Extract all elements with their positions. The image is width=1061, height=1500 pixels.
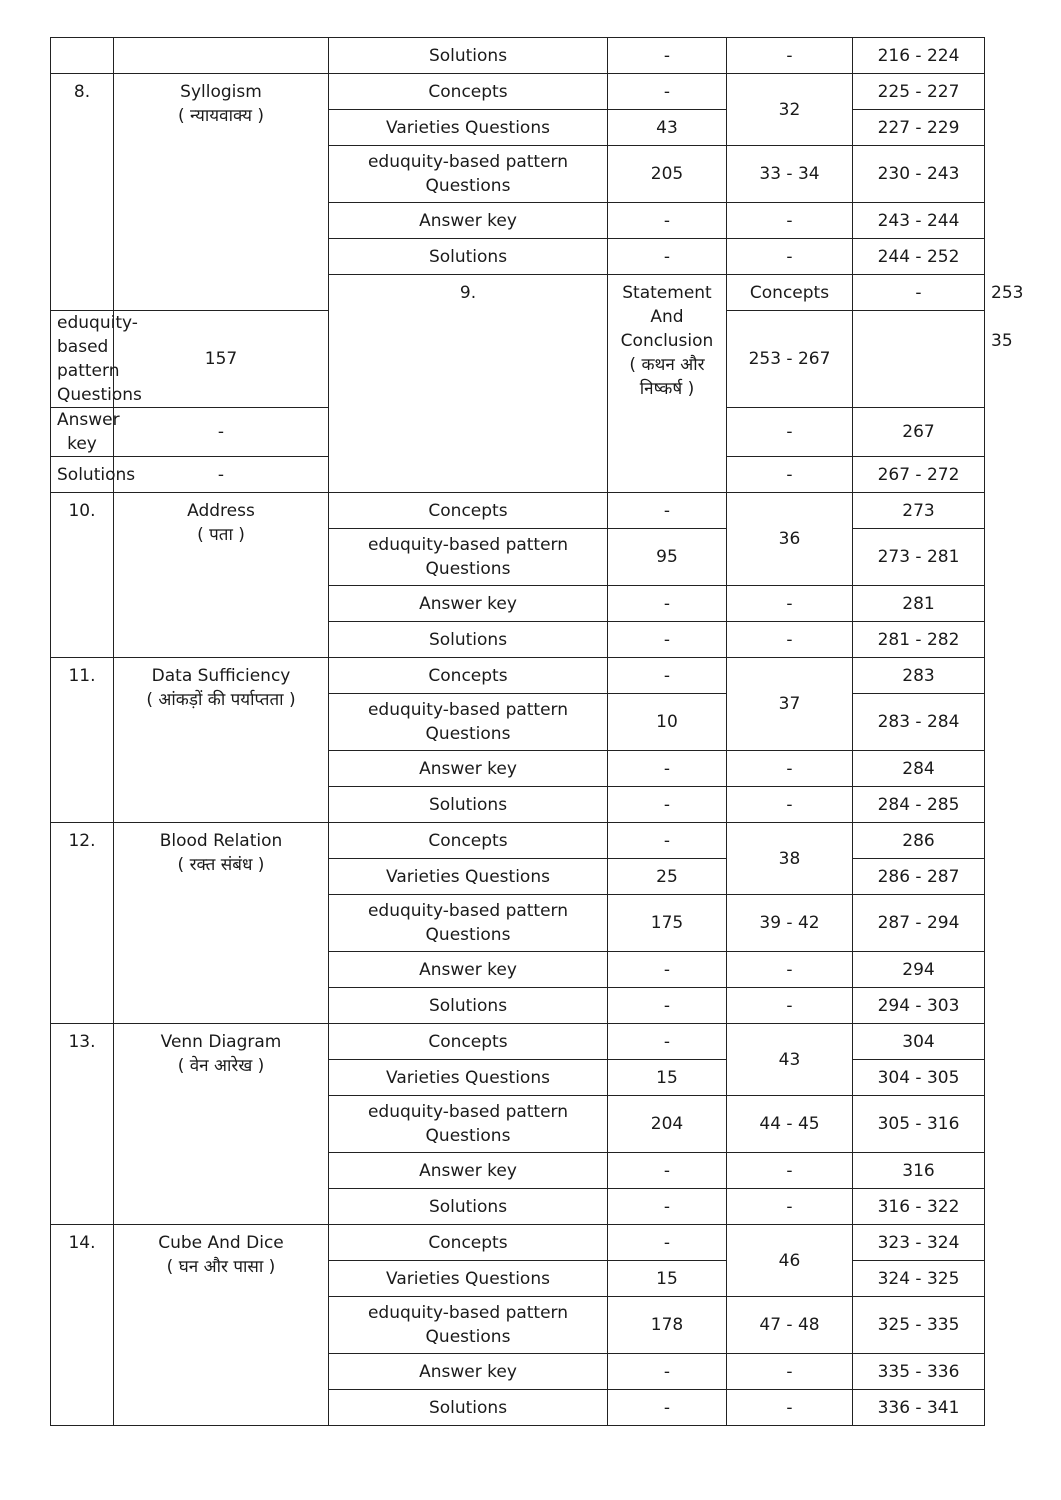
page-range-cell: 243 - 244 [853,203,985,239]
questions-cell: 157 [114,311,329,408]
section-cell: Solutions [329,787,608,823]
section-cell: Concepts [329,823,608,859]
section-cell: Concepts [329,1024,608,1060]
topic-title [114,74,329,311]
topic-title [114,1225,329,1426]
page-range-cell: 336 - 341 [853,1390,985,1426]
topic-title-en: Cube And Dice [158,1233,284,1253]
questions-cell: 25 [608,859,727,895]
table-row: 9. Statement And Conclusion ( कथन और निष्कर्ष ) Concepts - 35 253 [51,275,985,311]
page-range-cell: 286 [853,823,985,859]
page-range-cell: 284 [853,751,985,787]
questions-cell: - [608,622,727,658]
questions-cell: - [608,751,727,787]
section-cell: Solutions [329,622,608,658]
section-cell: eduquity-based pattern Questions [51,311,114,408]
questions-cell: - [608,1390,727,1426]
exercise-cell: - [727,751,853,787]
questions-cell: - [608,988,727,1024]
section-cell: Solutions [329,988,608,1024]
questions-cell: - [608,203,727,239]
exercise-cell: - [727,1189,853,1225]
topic-title [114,658,329,823]
topic-title [608,275,727,493]
table-row [51,38,985,74]
exercise-cell: - [727,239,853,275]
page-range-cell: 225 - 227 [853,74,985,110]
page-range-cell: 305 - 316 [853,1096,985,1153]
topic-number: 11. [51,658,114,823]
section-cell: eduquity-based pattern Questions [329,146,608,203]
questions-cell: - [608,1153,727,1189]
questions-cell: - [608,239,727,275]
page-range-cell: 294 - 303 [853,988,985,1024]
topic-number: 13. [51,1024,114,1225]
exercise-cell: - [727,1153,853,1189]
page-range-cell: 325 - 335 [853,1297,985,1354]
questions-cell: 178 [608,1297,727,1354]
topic-cell [114,38,329,74]
exercise-cell: 39 - 42 [727,895,853,952]
page-range-cell: 281 - 282 [853,622,985,658]
page-range-cell: 304 [853,1024,985,1060]
section-cell: Concepts [727,275,853,311]
section-cell: Answer key [329,1354,608,1390]
exercise-cell: - [727,586,853,622]
section-cell: eduquity-based pattern Questions [329,529,608,586]
page-range-cell: 273 [853,493,985,529]
exercise-cell: - [727,1390,853,1426]
questions-cell: - [608,493,727,529]
topic-title-hi: ( वेन आरेख ) [177,1056,265,1076]
topic-number: 12. [51,823,114,1024]
table-row [51,658,985,694]
section-cell: Solutions [329,38,608,74]
exercise-cell: 44 - 45 [727,1096,853,1153]
questions-cell: - [608,1189,727,1225]
page-range-cell: 335 - 336 [853,1354,985,1390]
exercise-cell: - [727,622,853,658]
section-cell: eduquity-based pattern Questions [329,1297,608,1354]
questions-cell: - [608,658,727,694]
topic-number: 10. [51,493,114,658]
exercise-cell: 46 [727,1225,853,1297]
topic-title-hi: ( न्यायवाक्य ) [177,106,265,126]
topic-title-en: Data Sufficiency [151,666,291,686]
section-cell: Concepts [329,1225,608,1261]
topic-title-hi: ( रक्त संबंध ) [177,855,265,875]
questions-cell: 10 [608,694,727,751]
page-range-cell: 244 - 252 [853,239,985,275]
page-range-cell: 267 [853,408,985,457]
topic-title-en: Venn Diagram [160,1032,282,1052]
section-cell: Concepts [329,74,608,110]
page-range-cell: 283 - 284 [853,694,985,751]
topic-title [114,823,329,1024]
exercise-cell: - [727,787,853,823]
questions-cell: - [608,787,727,823]
topic-title-hi: ( घन और पासा ) [166,1257,276,1277]
topic-number: 14. [51,1225,114,1426]
exercise-cell: 37 [727,658,853,751]
toc-page [50,37,1024,1426]
section-cell: eduquity-based pattern Questions [329,1096,608,1153]
page-range-cell: 324 - 325 [853,1261,985,1297]
section-cell: Concepts [329,493,608,529]
page-range-cell: 304 - 305 [853,1060,985,1096]
exercise-cell: 47 - 48 [727,1297,853,1354]
page-range-cell: 323 - 324 [853,1225,985,1261]
exercise-cell: - [727,203,853,239]
questions-cell: 15 [608,1261,727,1297]
section-cell: Concepts [329,658,608,694]
num-cell [51,38,114,74]
section-cell: Answer key [51,408,114,457]
questions-cell: 95 [608,529,727,586]
questions-cell: - [608,586,727,622]
topic-number: 9. [329,275,608,493]
topic-title-hi: ( आंकड़ों की पर्याप्तता ) [146,690,296,710]
exercise-cell: - [727,38,853,74]
topic-title-en: Address [187,501,255,521]
page-range-cell: 227 - 229 [853,110,985,146]
topic-title [114,1024,329,1225]
exercise-cell: - [727,952,853,988]
questions-cell: - [114,408,329,457]
exercise-cell: 43 [727,1024,853,1096]
section-cell: Answer key [329,952,608,988]
contents-table [50,37,1024,1426]
exercise-cell: 33 - 34 [727,146,853,203]
page-range-cell: 284 - 285 [853,787,985,823]
section-cell: Solutions [329,1189,608,1225]
topic-title-hi: ( कथन और निष्कर्ष ) [629,355,705,399]
page-range-cell: 267 - 272 [853,457,985,493]
topic-title-hi: ( पता ) [197,525,245,545]
questions-cell: - [608,952,727,988]
questions-cell: 43 [608,110,727,146]
page-range-cell: 286 - 287 [853,859,985,895]
exercise-cell: - [727,408,853,457]
topic-title-en: Syllogism [180,82,262,102]
table-row [51,1024,985,1060]
section-cell: Answer key [329,586,608,622]
questions-cell: - [608,38,727,74]
questions-cell: - [608,1024,727,1060]
section-cell: eduquity-based pattern Questions [329,895,608,952]
section-cell: Answer key [329,751,608,787]
section-cell: eduquity-based pattern Questions [329,694,608,751]
page-range-cell: 230 - 243 [853,146,985,203]
section-cell: Solutions [51,457,114,493]
questions-cell: - [608,1354,727,1390]
questions-cell: - [608,1225,727,1261]
questions-cell: - [608,823,727,859]
section-cell: Varieties Questions [329,859,608,895]
page-range-cell: 281 [853,586,985,622]
page-range-cell: 283 [853,658,985,694]
page-range-cell: 216 - 224 [853,38,985,74]
page-range-cell: 253 - 267 [727,311,853,408]
topic-title-en: Blood Relation [159,831,283,851]
table-row [51,823,985,859]
page-range-cell: 316 - 322 [853,1189,985,1225]
topic-title-en: Statement And Conclusion [620,283,714,351]
table-row [51,74,985,110]
topic-title [114,493,329,658]
topic-number: 8. [51,74,114,311]
exercise-cell: 36 [727,493,853,586]
page-range-cell: 294 [853,952,985,988]
section-cell: Solutions [329,1390,608,1426]
exercise-cell: - [727,457,853,493]
questions-cell: 15 [608,1060,727,1096]
page-range-cell: 273 - 281 [853,529,985,586]
section-cell: Varieties Questions [329,1261,608,1297]
questions-cell: 175 [608,895,727,952]
questions-cell: - [853,275,985,311]
section-cell: Varieties Questions [329,1060,608,1096]
section-cell: Varieties Questions [329,110,608,146]
exercise-cell: - [727,1354,853,1390]
page-range-cell: 316 [853,1153,985,1189]
page-range-cell: 287 - 294 [853,895,985,952]
exercise-cell: 38 [727,823,853,895]
table-row [51,1225,985,1261]
table-row [51,493,985,529]
questions-cell: 205 [608,146,727,203]
questions-cell: 204 [608,1096,727,1153]
section-cell: Answer key [329,1153,608,1189]
questions-cell: - [114,457,329,493]
questions-cell: - [608,74,727,110]
section-cell: Solutions [329,239,608,275]
exercise-cell: 32 [727,74,853,146]
section-cell: Answer key [329,203,608,239]
exercise-cell: - [727,988,853,1024]
